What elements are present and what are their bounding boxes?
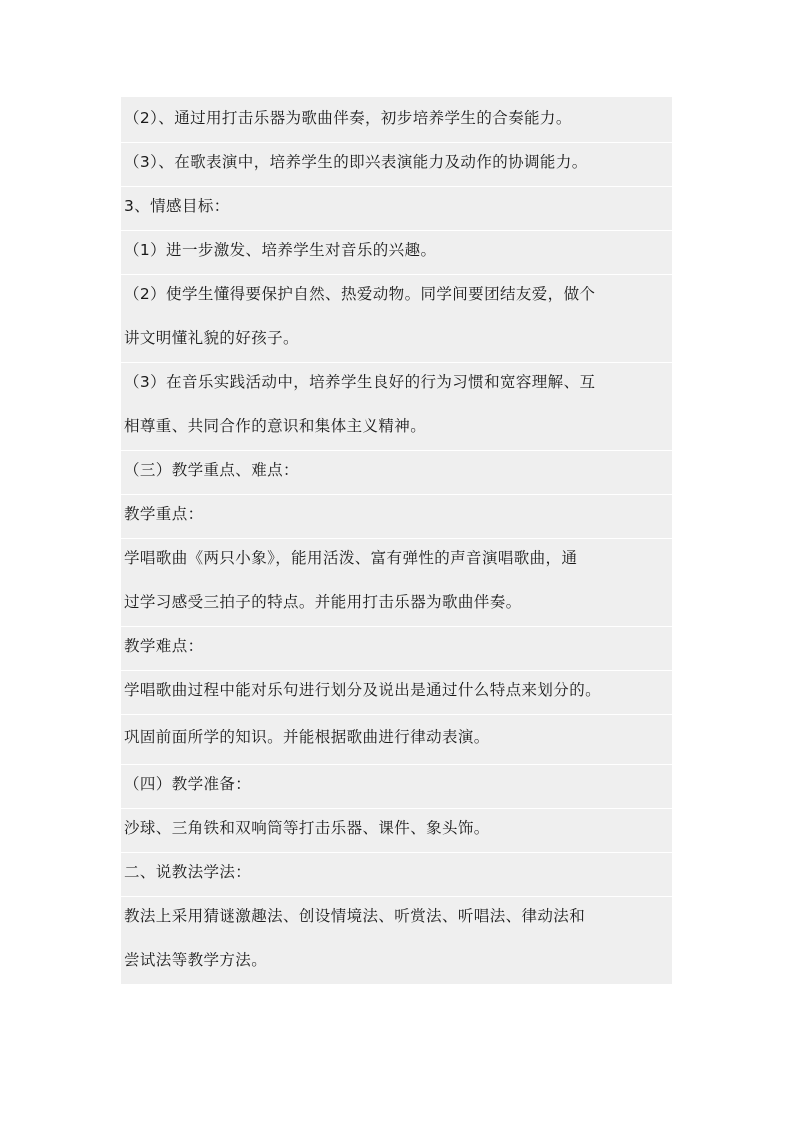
paragraph-divider [121,714,672,715]
paragraph-divider [121,450,672,451]
paragraph-divider [121,670,672,671]
text-line: （2）、通过用打击乐器为歌曲伴奏，初步培养学生的合奏能力。 [124,109,572,127]
text-line: （1）进一步激发、培养学生对音乐的兴趣。 [124,241,437,259]
text-line: 沙球、三角铁和双响筒等打击乐器、课件、象头饰。 [124,819,490,837]
text-line: （3）在音乐实践活动中，培养学生良好的行为习惯和宽容理解、互 [124,373,596,391]
paragraph-divider [121,230,672,231]
paragraph-divider [121,896,672,897]
paragraph-divider [121,808,672,809]
paragraph-divider [121,626,672,627]
paragraph-divider [121,274,672,275]
text-line: 学唱歌曲《两只小象》，能用活泼、富有弹性的声音演唱歌曲，通 [124,549,578,567]
text-line: （3）、在歌表演中，培养学生的即兴表演能力及动作的协调能力。 [124,153,588,171]
paragraph-divider [121,142,672,143]
text-line: 过学习感受三拍子的特点。并能用打击乐器为歌曲伴奏。 [124,593,522,611]
text-line: 3、情感目标： [124,197,230,215]
text-line: 巩固前面所学的知识。并能根据歌曲进行律动表演。 [124,728,490,746]
paragraph-divider [121,538,672,539]
text-line: 教学难点： [124,637,204,655]
paragraph-divider [121,494,672,495]
text-line: 尝试法等教学方法。 [124,951,268,969]
paragraph-divider [121,764,672,765]
section-heading: （四）教学准备： [124,775,252,793]
text-line: 学唱歌曲过程中能对乐句进行划分及说出是通过什么特点来划分的。 [124,681,602,699]
text-line: （2）使学生懂得要保护自然、热爱动物。同学间要团结友爱，做个 [124,285,596,303]
paragraph-divider [121,362,672,363]
text-line: 教法上采用猜谜激趣法、创设情境法、听赏法、听唱法、律动法和 [124,907,586,925]
section-heading: 二、说教法学法： [124,863,252,881]
text-line: 讲文明懂礼貌的好孩子。 [124,329,299,347]
paragraph-divider [121,852,672,853]
text-line: 教学重点： [124,505,204,523]
text-line: 相尊重、共同合作的意识和集体主义精神。 [124,417,427,435]
paragraph-divider [121,186,672,187]
section-heading: （三）教学重点、难点： [124,461,299,479]
